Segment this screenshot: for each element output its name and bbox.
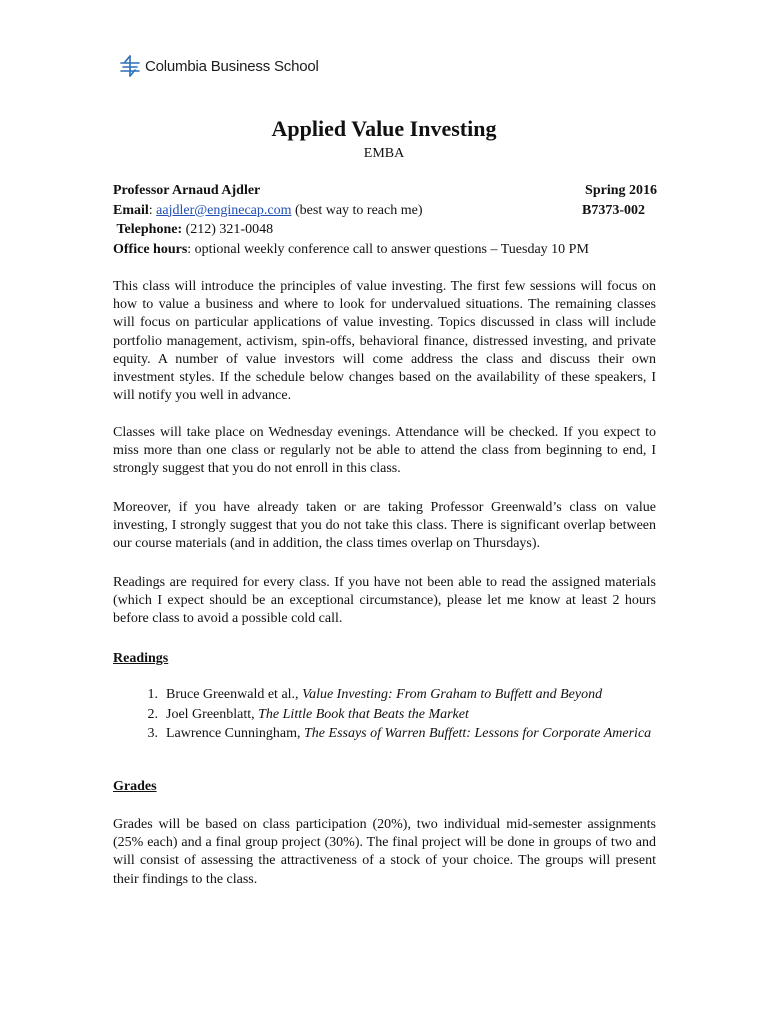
paragraph-text: Classes will take place on Wednesday evenings. Attendance will be checked. If you expect to miss more than one class or regularly not be able to attend the class from beginning to end, I strongly suggest that you do not enroll in this class. <box>113 425 656 477</box>
columbia-crown-icon <box>118 54 142 78</box>
page-title: Applied Value Investing <box>271 116 497 141</box>
paragraph-intro <box>113 278 656 405</box>
list-item <box>113 685 656 705</box>
list-text <box>166 705 656 725</box>
book-title: The Essays of Warren Buffett: Lessons for Corporate America <box>304 726 652 741</box>
list-text <box>166 724 656 744</box>
telephone-row <box>113 220 657 240</box>
paragraph-readings-policy <box>113 574 656 629</box>
telephone-value: (212) 321-0048 <box>182 222 274 237</box>
office-hours-label: Office hours <box>113 241 188 257</box>
course-code: B7373-002 <box>582 202 645 218</box>
paragraph-grades <box>113 816 656 889</box>
email-row <box>113 201 657 221</box>
email-line: Email: aajdler@enginecap.com (best way to reach me) <box>113 202 423 218</box>
readings-heading: Readings <box>113 651 169 666</box>
list-item <box>113 705 656 725</box>
paragraph-text: Grades will be based on class participation (20%), two individual mid-semester assignments (25% each) and a final group project (30%). The final project will be done in groups of two and will consist of assessing the attractiveness of a stock of your choice. The groups will present their findings to the class. <box>113 817 656 887</box>
book-author: Bruce Greenwald et al., <box>166 687 303 702</box>
email-label: Email <box>113 202 149 218</box>
office-hours-row <box>113 240 657 260</box>
list-item <box>113 724 656 744</box>
book-title: The Little Book that Beats the Market <box>258 706 469 722</box>
paragraph-text: This class will introduce the principles of value investing. The first few sessions will focus on how to value a business and where to look for undervalued situations. The remaining classes will focus on particular applications of value investing. Topics discussed in class will include portfolio management, activism, spin-offs, behavioral finance, distressed investing, and private equity. A number of value investors will come address the class and discuss their own investment styles. If the schedule below changes based on the availability of these speakers, I will notify you well in advance. <box>113 279 656 404</box>
book-author: Joel Greenblatt, <box>166 706 259 722</box>
paragraph-overlap <box>113 499 656 554</box>
book-author: Lawrence Cunningham, <box>166 726 305 741</box>
list-number: 1. <box>147 687 158 702</box>
professor-row <box>113 181 657 201</box>
list-number: 3. <box>147 726 158 741</box>
telephone-label: Telephone: <box>116 222 183 237</box>
telephone-line <box>113 220 273 240</box>
course-info <box>113 181 657 259</box>
grades-heading: Grades <box>113 779 157 794</box>
term: Spring 2016 <box>585 183 657 198</box>
paragraph-attendance <box>113 424 656 479</box>
email-note: (best way to reach me) <box>291 202 423 218</box>
paragraph-text: Readings are required for every class. If you have not been able to read the assigned materials (which I expect should be an exceptional circumstance), please let me know at least 2 hours before class to avoid a possible cold call. <box>113 575 656 627</box>
list-number: 2. <box>147 706 158 722</box>
office-hours-line <box>113 240 589 260</box>
professor-name: Professor Arnaud Ajdler <box>113 183 261 198</box>
logo-text: Columbia Business School <box>145 57 319 75</box>
office-hours-value: : optional weekly conference call to answer questions – Tuesday 10 PM <box>187 241 589 257</box>
page-subtitle: EMBA <box>363 146 405 161</box>
list-text <box>166 685 656 705</box>
paragraph-text: Moreover, if you have already taken or are taking Professor Greenwald’s class on value investing, I strongly suggest that you do not take this class. There is significant overlap between our course materials (and in addition, the class times overlap on Thursdays). <box>113 500 656 552</box>
school-logo <box>118 54 319 78</box>
readings-list <box>113 685 656 744</box>
email-link[interactable]: aajdler@enginecap.com <box>156 202 292 218</box>
book-title: Value Investing: From Graham to Buffett and Beyond <box>302 687 603 702</box>
